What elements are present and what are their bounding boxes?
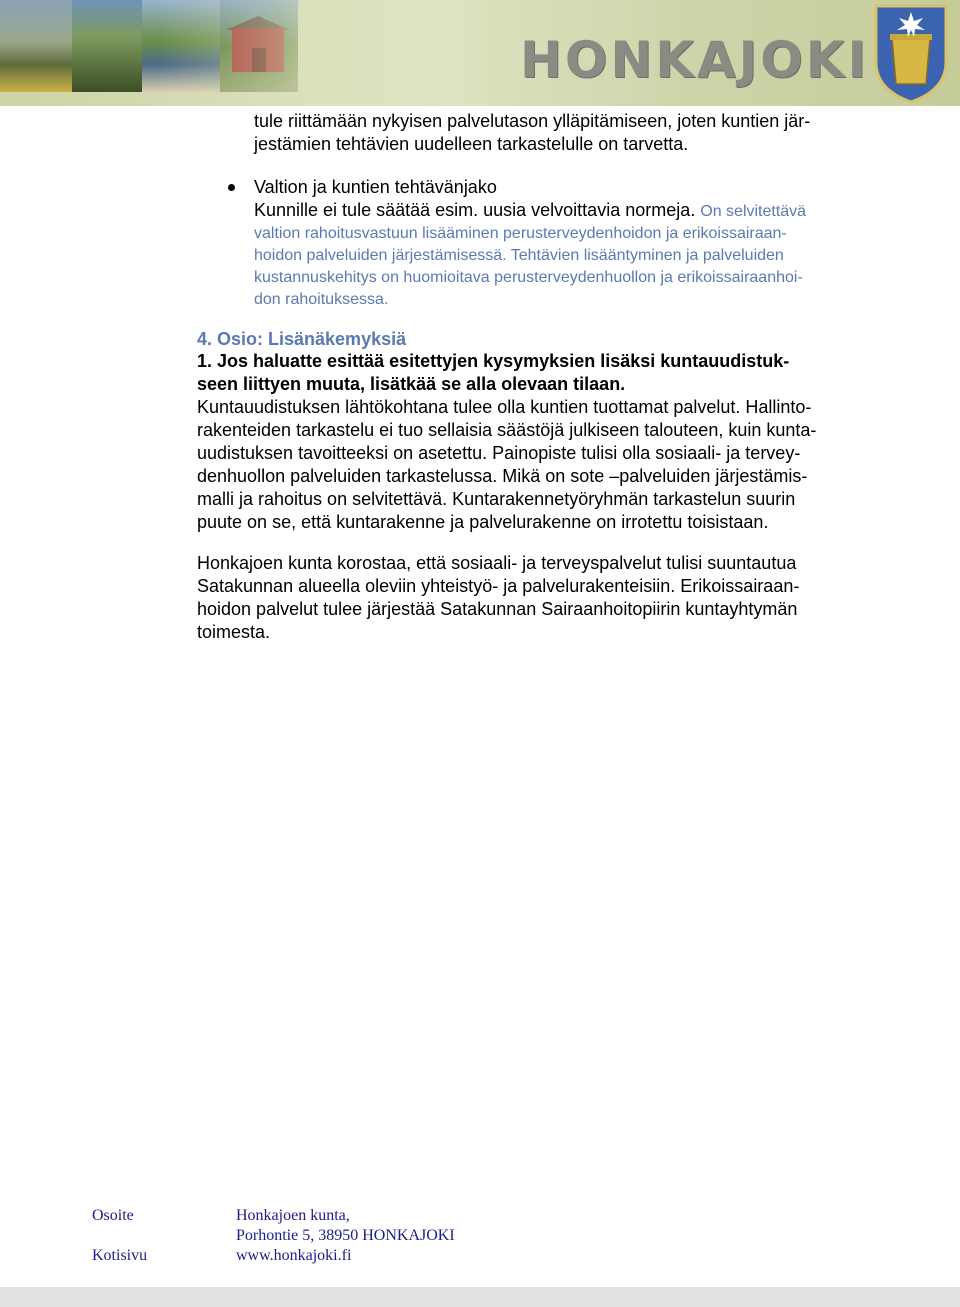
answer-line: uudistuksen tavoitteeksi on asetettu. Painopiste tulisi olla sosiaali- ja tervey- [197,443,801,463]
answer-line: toimesta. [197,622,271,642]
bullet-line [254,199,806,223]
footer-address-line2: Porhontie 5, 38950 HONKAJOKI [236,1227,455,1244]
footer-homepage-link[interactable]: www.honkajoki.fi [236,1247,352,1264]
answer-line: rakenteiden tarkastelu ei tuo sellaisia säästöjä julkiseen talouteen, kuin kunta- [197,420,817,440]
answer-line: puute on se, että kuntarakenne ja palvelurakenne on irrotettu toisistaan. [197,512,769,532]
footer-bar [0,1287,960,1307]
bullet-line: kustannuskehitys on huomioitava perusterveydenhuollon ja erikoissairaanhoi- [254,269,803,286]
question-line: seen liittyen muuta, lisätkää se alla olevaan tilaan. [197,374,626,394]
bullet-icon [228,184,235,191]
bullet-text-blue: On selvitettävä [700,203,807,220]
answer-line: denhuollon palveluiden tarkastelussa. Mikä on sote –palveluiden järjestämis- [197,466,808,486]
header-photo-railway [0,0,72,92]
footer-homepage-label: Kotisivu [92,1247,148,1264]
bullet-text-black: Kunnille ei tule säätää esim. uusia velvoittavia normeja. [254,200,701,220]
paragraph-line: jestämien tehtävien uudelleen tarkastelulle on tarvetta. [254,134,689,154]
footer-address-label: Osoite [92,1207,134,1224]
section-heading: 4. Osio: Lisänäkemyksiä [197,329,407,349]
answer-line: Satakunnan alueella oleviin yhteistyö- ja palvelurakenteisiin. Erikoissairaan- [197,576,800,596]
bullet-line: valtion rahoitusvastuun lisääminen perusterveydenhoidon ja erikoissairaan- [254,225,787,242]
bullet-title: Valtion ja kuntien tehtävänjako [254,177,497,197]
header-banner [0,0,960,106]
bullet-line: hoidon palveluiden järjestämisessä. Tehtävien lisääntyminen ja palveluiden [254,247,784,264]
coat-of-arms-icon [872,4,950,104]
answer-line: Kuntauudistuksen lähtökohtana tulee olla kuntien tuottamat palvelut. Hallinto- [197,397,812,417]
answer-line: Honkajoen kunta korostaa, että sosiaali- ja terveyspalvelut tulisi suuntautua [197,553,797,573]
municipality-logo-text: HONKAJOKI [520,31,870,89]
paragraph-line: tule riittämään nykyisen palvelutason ylläpitämiseen, joten kuntien jär- [254,111,811,131]
answer-line: malli ja rahoitus on selvitettävä. Kuntarakennetyöryhmän tarkastelun suurin [197,489,796,509]
answer-line: hoidon palvelut tulee järjestää Satakunnan Sairaanhoitopiirin kuntayhtymän [197,599,798,619]
question-line: 1. Jos haluatte esittää esitettyjen kysymyksien lisäksi kuntauudistuk- [197,351,790,371]
header-fade [160,0,360,106]
header-photo-church [72,0,142,92]
footer-address-line1: Honkajoen kunta, [236,1207,350,1224]
bullet-line: don rahoituksessa. [254,291,389,308]
